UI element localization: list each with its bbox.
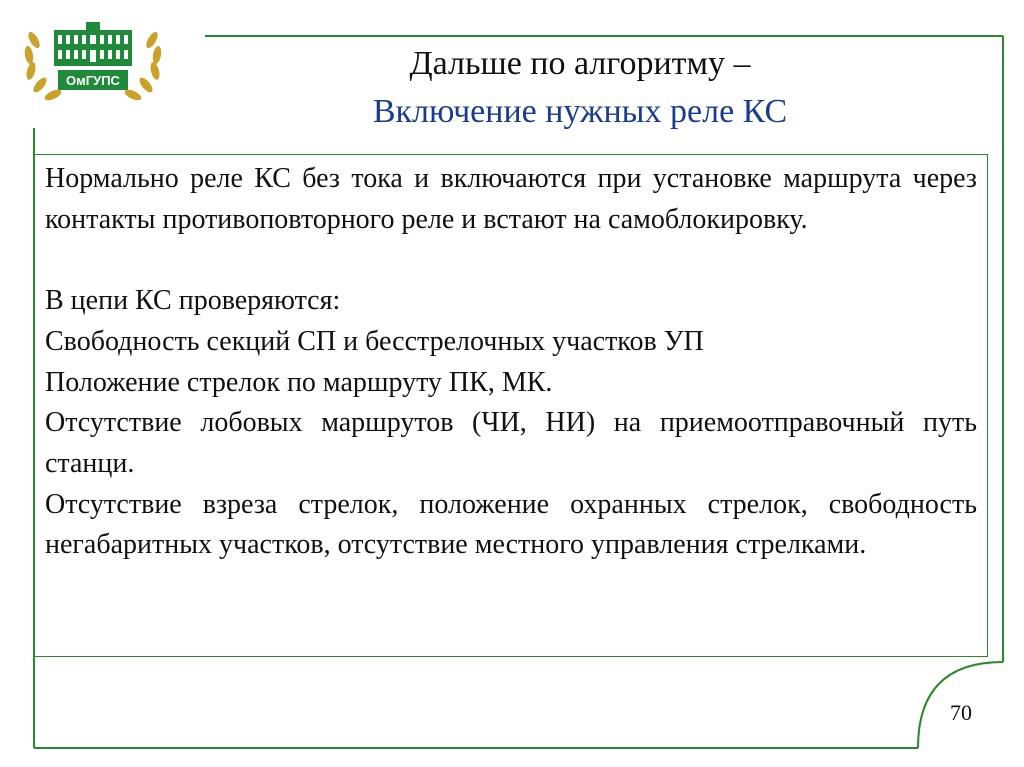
check-item-1: Свободность секций СП и бесстрелочных участков УП	[45, 325, 704, 357]
checks-heading: В цепи КС проверяются:	[45, 285, 341, 317]
slide-title	[220, 40, 940, 136]
intro-paragraph: Нормально реле КС без тока и включаются при установке маршрута через контакты противоповторного реле и встают на самоблокировку.	[45, 163, 977, 235]
content-box	[34, 154, 988, 657]
title-line-1: Дальше по алгоритму –	[409, 45, 751, 82]
title-line-2: Включение нужных реле КС	[372, 93, 788, 130]
omgups-logo	[18, 10, 168, 110]
check-item-2: Положение стрелок по маршруту ПК, МК.	[45, 366, 553, 398]
page-number: 70	[950, 700, 972, 725]
check-item-4: Отсутствие взреза стрелок, положение охранных стрелок, свободность негабаритных участков, отсутствие местного управления стрелками.	[45, 488, 977, 561]
check-item-3: Отсутствие лобовых маршрутов (ЧИ, НИ) на приемоотправочный путь станци.	[45, 407, 977, 479]
svg-text:ОмГУПС: ОмГУПС	[66, 73, 120, 88]
